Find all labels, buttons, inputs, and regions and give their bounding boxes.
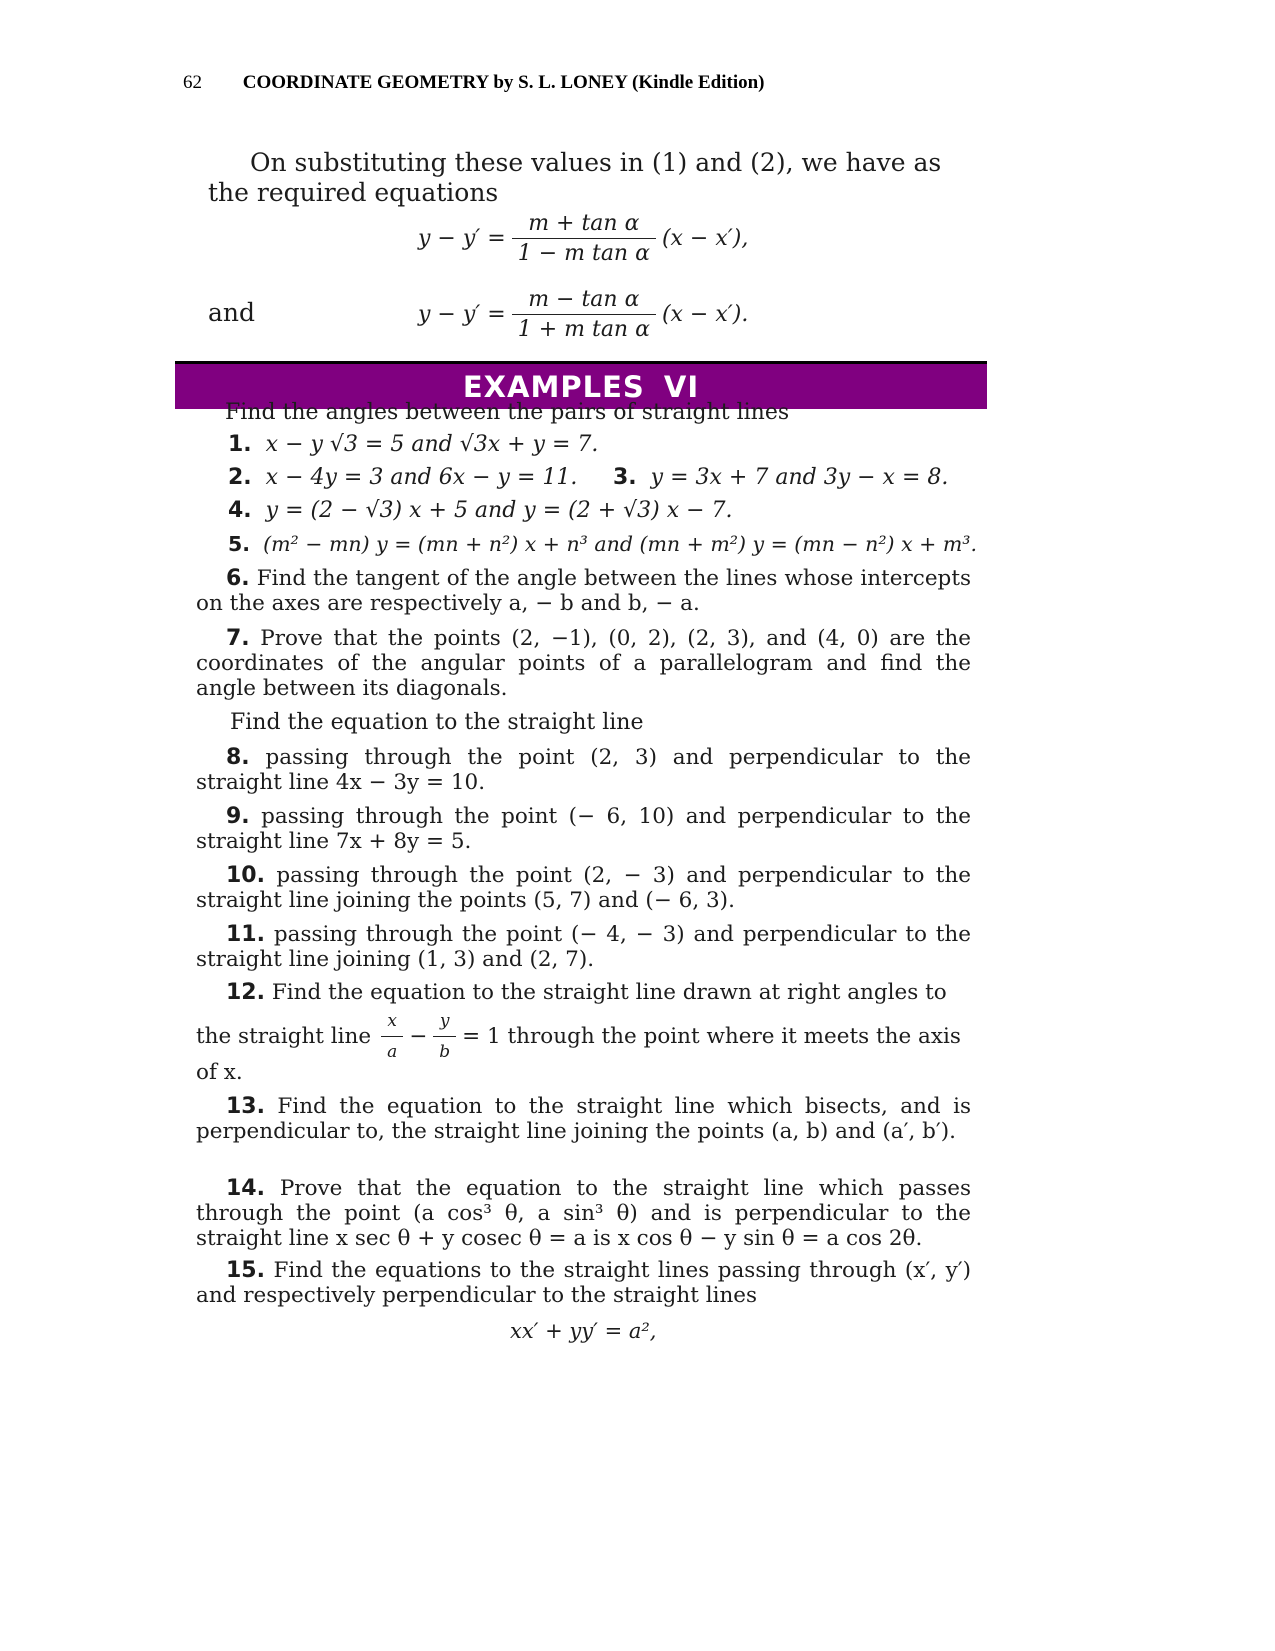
book-title: COORDINATE GEOMETRY by S. L. LONEY (Kindle Edition): [242, 72, 765, 93]
intro-line-1: On substituting these values in (1) and (2), we have as: [250, 148, 942, 177]
example-12: [196, 980, 971, 1005]
example-number: 14.: [226, 1176, 265, 1201]
example-13: [196, 1094, 971, 1144]
example-text: Prove that the points (2, −1), (0, 2), (2, 3), and (4, 0) are the coordinates of the angular points of a parallelogram and find the angle between its diagonals.: [196, 626, 971, 701]
and-label: and: [208, 298, 256, 327]
equation-1: [418, 211, 748, 266]
equation-1-lhs: y − y′ =: [418, 226, 506, 251]
fraction-y-over-b: [433, 1008, 456, 1065]
example-12-line-2: [196, 1008, 971, 1065]
example-text: x − 4y = 3 and 6x − y = 11.: [265, 465, 578, 490]
example-text: Find the equations to the straight lines passing through (x′, y′) and respectively perpendicular to the straight lines: [196, 1258, 971, 1308]
equation-2-fraction: [512, 287, 656, 342]
equation-1-numerator: m + tan α: [528, 211, 640, 236]
example-number: 8.: [226, 745, 250, 770]
equation-1-denominator: 1 − m tan α: [512, 238, 656, 266]
example-9: [196, 804, 971, 854]
example-text: Find the tangent of the angle between the lines whose intercepts on the axes are respectively a, − b and b, − a.: [196, 566, 971, 616]
example-11: [196, 922, 971, 972]
fraction-denominator: b: [433, 1036, 456, 1065]
example-14: [196, 1176, 971, 1251]
example-number: 6.: [226, 566, 250, 591]
equation-2-rhs: (x − x′).: [661, 302, 749, 327]
example-number: 12.: [226, 980, 265, 1005]
example-text: Find the equation to the straight line drawn at right angles to: [271, 980, 947, 1005]
example-text: = 1 through the point where it meets the axis: [462, 1023, 961, 1049]
equation-2-numerator: m − tan α: [528, 287, 640, 312]
example-text: the straight line: [196, 1023, 372, 1049]
example-text: y = 3x + 7 and 3y − x = 8.: [650, 465, 949, 490]
example-12-line-3: of x.: [196, 1060, 243, 1085]
equation-2-denominator: 1 + m tan α: [512, 314, 656, 342]
example-text: Find the equation to the straight line which bisects, and is perpendicular to, the straight line joining the points (a, b) and (a′, b′).: [196, 1094, 971, 1144]
equation-2: [418, 287, 748, 342]
example-number: 15.: [226, 1258, 265, 1283]
example-15: [196, 1258, 971, 1308]
example-number: 2.: [228, 465, 252, 490]
example-2: [228, 465, 577, 491]
section-2-heading: Find the equation to the straight line: [230, 710, 644, 735]
fraction-numerator: x: [387, 1011, 397, 1031]
example-8: [196, 745, 971, 795]
example-number: 11.: [226, 922, 265, 947]
example-text: passing through the point (2, 3) and perpendicular to the straight line 4x − 3y = 10.: [196, 745, 971, 795]
section-1-heading: Find the angles between the pairs of straight lines: [225, 400, 790, 425]
example-number: 4.: [228, 498, 252, 523]
example-7: [196, 626, 971, 701]
example-number: 3.: [613, 465, 637, 490]
example-number: 1.: [228, 432, 252, 457]
equation-2-lhs: y − y′ =: [418, 302, 506, 327]
example-number: 10.: [226, 863, 265, 888]
example-text: y = (2 − √3) x + 5 and y = (2 + √3) x − 7.: [265, 498, 733, 523]
page-number: 62: [183, 72, 202, 93]
example-4: [228, 498, 733, 524]
fraction-denominator: a: [381, 1036, 403, 1065]
example-number: 13.: [226, 1094, 265, 1119]
fraction-x-over-a: [381, 1008, 403, 1065]
example-6: [196, 566, 971, 616]
example-number: 7.: [226, 626, 250, 651]
intro-line-2: the required equations: [208, 178, 499, 207]
fraction-numerator: y: [439, 1011, 450, 1031]
example-text: passing through the point (− 4, − 3) and perpendicular to the straight line joining (1, 3) and (2, 7).: [196, 922, 971, 972]
example-number: 5.: [228, 532, 251, 556]
example-1: [228, 432, 598, 458]
example-10: [196, 863, 971, 913]
example-number: 9.: [226, 804, 250, 829]
minus-sign: −: [409, 1023, 428, 1049]
final-equation: xx′ + yy′ = a²,: [510, 1319, 657, 1343]
example-5: [228, 531, 977, 557]
examples-banner-title: EXAMPLES VI: [462, 369, 700, 404]
example-text: (m² − mn) y = (mn + n²) x + n³ and (mn + m²) y = (mn − n²) x + m³.: [263, 532, 978, 556]
equation-1-fraction: [512, 211, 656, 266]
example-3: [613, 465, 948, 491]
page-header: [183, 72, 765, 94]
example-text: passing through the point (2, − 3) and perpendicular to the straight line joining the points (5, 7) and (− 6, 3).: [196, 863, 971, 913]
example-text: Prove that the equation to the straight line which passes through the point (a cos³ θ, a sin³ θ) and is perpendicular to the straight line x sec θ + y cosec θ = a is x cos θ − y sin θ = a cos 2θ.: [196, 1176, 971, 1251]
example-text: passing through the point (− 6, 10) and perpendicular to the straight line 7x + 8y = 5.: [196, 804, 971, 854]
example-text: x − y √3 = 5 and √3x + y = 7.: [265, 432, 599, 457]
equation-1-rhs: (x − x′),: [661, 226, 749, 251]
